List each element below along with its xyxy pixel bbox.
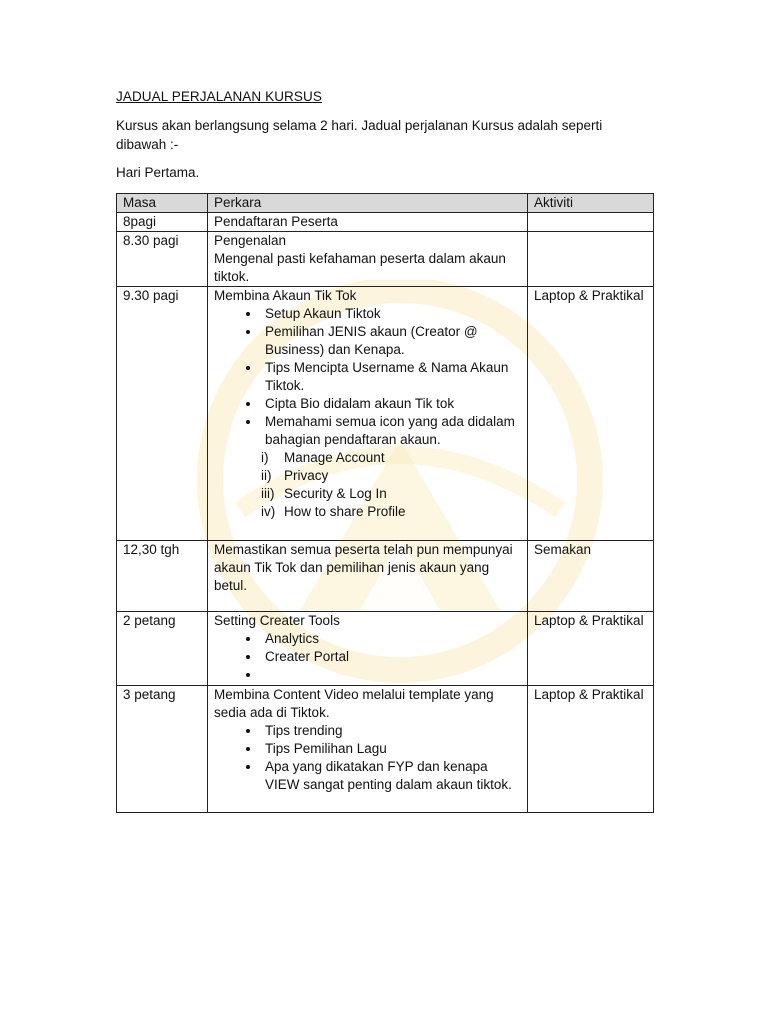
sub-item-text: Privacy — [284, 468, 329, 483]
table-row — [117, 541, 654, 612]
perkara-heading: Setting Creater Tools — [214, 613, 340, 628]
sub-item-number: ii) — [261, 468, 272, 483]
bullet-list — [214, 630, 521, 684]
bullet-item: • Setup Akaun Tiktok — [261, 305, 521, 323]
cell-masa: 9.30 pagi — [117, 287, 208, 541]
table-row — [117, 287, 654, 541]
perkara-line: Pengenalan — [214, 233, 287, 248]
sub-item-number: iv) — [261, 504, 276, 519]
perkara-heading: Membina Content Video melalui template yang sedia ada di Tiktok. — [214, 687, 494, 720]
header-masa: Masa — [117, 194, 208, 213]
sub-item-number: i) — [261, 450, 269, 465]
cell-aktiviti: Laptop & Praktikal — [528, 686, 654, 813]
cell-perkara: Pendaftaran Peserta — [208, 213, 528, 232]
cell-aktiviti: Laptop & Praktikal — [528, 612, 654, 686]
day-label: Hari Pertama. — [116, 165, 200, 180]
bullet-item: • Tips Pemilihan Lagu — [261, 740, 521, 758]
cell-aktiviti: Laptop & Praktikal — [528, 287, 654, 541]
bullet-item-empty — [261, 666, 521, 684]
bullet-item: • Creater Portal — [261, 648, 521, 666]
sub-item — [261, 467, 521, 485]
cell-perkara — [208, 686, 528, 813]
bullet-item: • Apa yang dikatakan FYP dan kenapa VIEW sangat penting dalam akaun tiktok. — [261, 758, 521, 794]
bullet-item: • Tips Mencipta Username & Nama Akaun Tiktok. — [261, 359, 521, 395]
cell-masa: 12,30 tgh — [117, 541, 208, 612]
perkara-line: Mengenal pasti kefahaman peserta dalam akaun tiktok. — [214, 251, 506, 284]
header-aktiviti: Aktiviti — [528, 194, 654, 213]
cell-masa: 8pagi — [117, 213, 208, 232]
bullet-item — [261, 413, 521, 449]
sub-item-text: How to share Profile — [284, 504, 406, 519]
cell-perkara — [208, 612, 528, 686]
cell-perkara — [208, 287, 528, 541]
schedule-table — [116, 193, 654, 813]
sub-item-text: Security & Log In — [284, 486, 387, 501]
sub-item-number: iii) — [261, 486, 275, 501]
table-row — [117, 213, 654, 232]
bullet-list — [214, 722, 521, 794]
bullet-item: • Analytics — [261, 630, 521, 648]
bullet-text: Memahami semua icon yang ada didalam bahagian pendaftaran akaun. — [265, 414, 515, 447]
sub-item-text: Manage Account — [284, 450, 385, 465]
cell-masa: 3 petang — [117, 686, 208, 813]
cell-aktiviti — [528, 232, 654, 287]
table-row — [117, 232, 654, 287]
table-row — [117, 612, 654, 686]
intro-paragraph: Kursus akan berlangsung selama 2 hari. Jadual perjalanan Kursus adalah seperti dibawah :- — [116, 118, 603, 152]
document-title: JADUAL PERJALANAN KURSUS — [116, 89, 322, 104]
table-row — [117, 686, 654, 813]
cell-perkara — [208, 232, 528, 287]
table-header-row — [117, 194, 654, 213]
roman-sub-list — [214, 449, 521, 521]
bullet-item: • Pemilihan JENIS akaun (Creator @ Business) dan Kenapa. — [261, 323, 521, 359]
cell-aktiviti — [528, 213, 654, 232]
sub-item — [261, 503, 521, 521]
cell-masa: 2 petang — [117, 612, 208, 686]
sub-item — [261, 449, 521, 467]
header-perkara: Perkara — [208, 194, 528, 213]
bullet-item: • Tips trending — [261, 722, 521, 740]
bullet-list — [214, 305, 521, 449]
perkara-heading: Membina Akaun Tik Tok — [214, 288, 357, 303]
bullet-item: • Cipta Bio didalam akaun Tik tok — [261, 395, 521, 413]
cell-perkara: Memastikan semua peserta telah pun mempunyai akaun Tik Tok dan pemilihan jenis akaun yang betul. — [208, 541, 528, 612]
cell-masa: 8.30 pagi — [117, 232, 208, 287]
cell-aktiviti: Semakan — [528, 541, 654, 612]
sub-item — [261, 485, 521, 503]
